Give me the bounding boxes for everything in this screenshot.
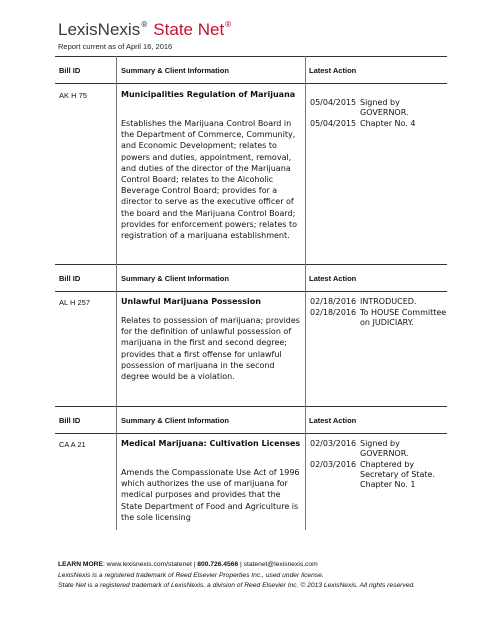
footer-contact-line xyxy=(58,560,443,571)
column-divider xyxy=(116,56,117,264)
col-summary: Summary & Client Information xyxy=(121,416,229,425)
bill-id: AL H 257 xyxy=(59,298,90,307)
latest-actions xyxy=(310,297,450,329)
action-text: Chaptered by Secretary of State. Chapter No. 1 xyxy=(360,460,436,489)
bill-summary: Amends the Compassionate Use Act of 1996 which authorizes the use of marijuana for medical purposes and provides that the State Department of Food and Agriculture is the sole licensing xyxy=(121,468,300,522)
bill-summary: Relates to possession of marijuana; provides for the definition of unlawful possession of marijuana in the first and second degree; provides that a first offense for unlawful possession of marijuana in the second degree would be a violation. xyxy=(121,316,300,382)
report-date: Report current as of April 16, 2016 xyxy=(58,42,173,51)
table-header xyxy=(55,56,447,84)
bill-title: Municipalities Regulation of Marijuana xyxy=(121,90,296,99)
footer-trademark-1 xyxy=(58,571,443,582)
col-bill-id: Bill ID xyxy=(59,274,81,283)
footer-trademark-2 xyxy=(58,581,443,592)
col-latest-action: Latest Action xyxy=(309,274,357,283)
action-text: Signed by GOVERNOR. xyxy=(360,98,409,117)
trademark-text-1: LexisNexis is a registered trademark of Reed Elsevier Properties Inc., used under license. xyxy=(58,571,324,579)
col-bill-id: Bill ID xyxy=(59,416,81,425)
action-date: 05/04/2015 xyxy=(310,98,357,107)
action-date: 02/18/2016 xyxy=(310,297,357,306)
action-entry xyxy=(310,439,450,459)
latest-actions xyxy=(310,439,450,491)
col-latest-action: Latest Action xyxy=(309,416,357,425)
page-footer xyxy=(58,560,443,592)
action-date: 02/18/2016 xyxy=(310,308,357,317)
column-divider xyxy=(305,406,306,530)
footer-email: | statenet@lexisnexis.com xyxy=(238,561,318,568)
action-entry xyxy=(310,460,450,490)
column-divider xyxy=(116,264,117,406)
bill-title: Unlawful Marijuana Possession xyxy=(121,297,261,306)
table-header xyxy=(55,406,447,434)
brand-product-reg-mark: ® xyxy=(224,20,233,29)
brand-product: State Net xyxy=(153,20,225,39)
action-entry xyxy=(310,119,450,129)
column-divider xyxy=(305,56,306,264)
action-text: To HOUSE Committee on JUDICIARY. xyxy=(360,308,447,327)
trademark-text-2: State Net is a registered trademark of LexisNexis, a division of Reed Elsevier Inc. © 2013 LexisNexis. All rights reserved. xyxy=(58,582,416,589)
latest-actions xyxy=(310,98,450,130)
bill-id: CA A 21 xyxy=(59,440,86,449)
bill-title: Medical Marijuana: Cultivation Licenses xyxy=(121,439,301,448)
bill-summary: Establishes the Marijuana Control Board in the Department of Commerce, Community, and Economic Development; relates to powers and duties, appointment, removal, and duties of the director of the Marijuana Control Board; relates to the Alcoholic Beverage Control Board; provides for a director to serve as the executive officer of the board and the Marijuana Control Board; provides for enforcement powers; relates to registration of a marijuana establishment. xyxy=(121,119,297,241)
brand-logo xyxy=(58,20,232,40)
learn-more-label: LEARN MORE xyxy=(58,561,103,568)
action-date: 05/04/2015 xyxy=(310,119,357,128)
column-divider xyxy=(116,406,117,530)
brand-name: LexisNexis xyxy=(58,20,141,39)
col-summary: Summary & Client Information xyxy=(121,66,229,75)
action-entry xyxy=(310,98,450,118)
brand-reg-mark: ® xyxy=(140,20,149,29)
table-header xyxy=(55,264,447,292)
col-summary: Summary & Client Information xyxy=(121,274,229,283)
action-entry xyxy=(310,308,450,328)
action-text: INTRODUCED. xyxy=(360,297,417,306)
col-bill-id: Bill ID xyxy=(59,66,81,75)
bill-id: AK H 75 xyxy=(59,91,87,100)
footer-phone: 800.726.4566 xyxy=(197,561,239,568)
col-latest-action: Latest Action xyxy=(309,66,357,75)
column-divider xyxy=(305,264,306,406)
action-text: Chapter No. 4 xyxy=(360,119,416,128)
action-date: 02/03/2016 xyxy=(310,439,357,448)
action-date: 02/03/2016 xyxy=(310,460,357,469)
action-text: Signed by GOVERNOR. xyxy=(360,439,409,458)
footer-website: : www.lexisnexis.com/statenet | xyxy=(102,561,198,568)
action-entry xyxy=(310,297,450,307)
